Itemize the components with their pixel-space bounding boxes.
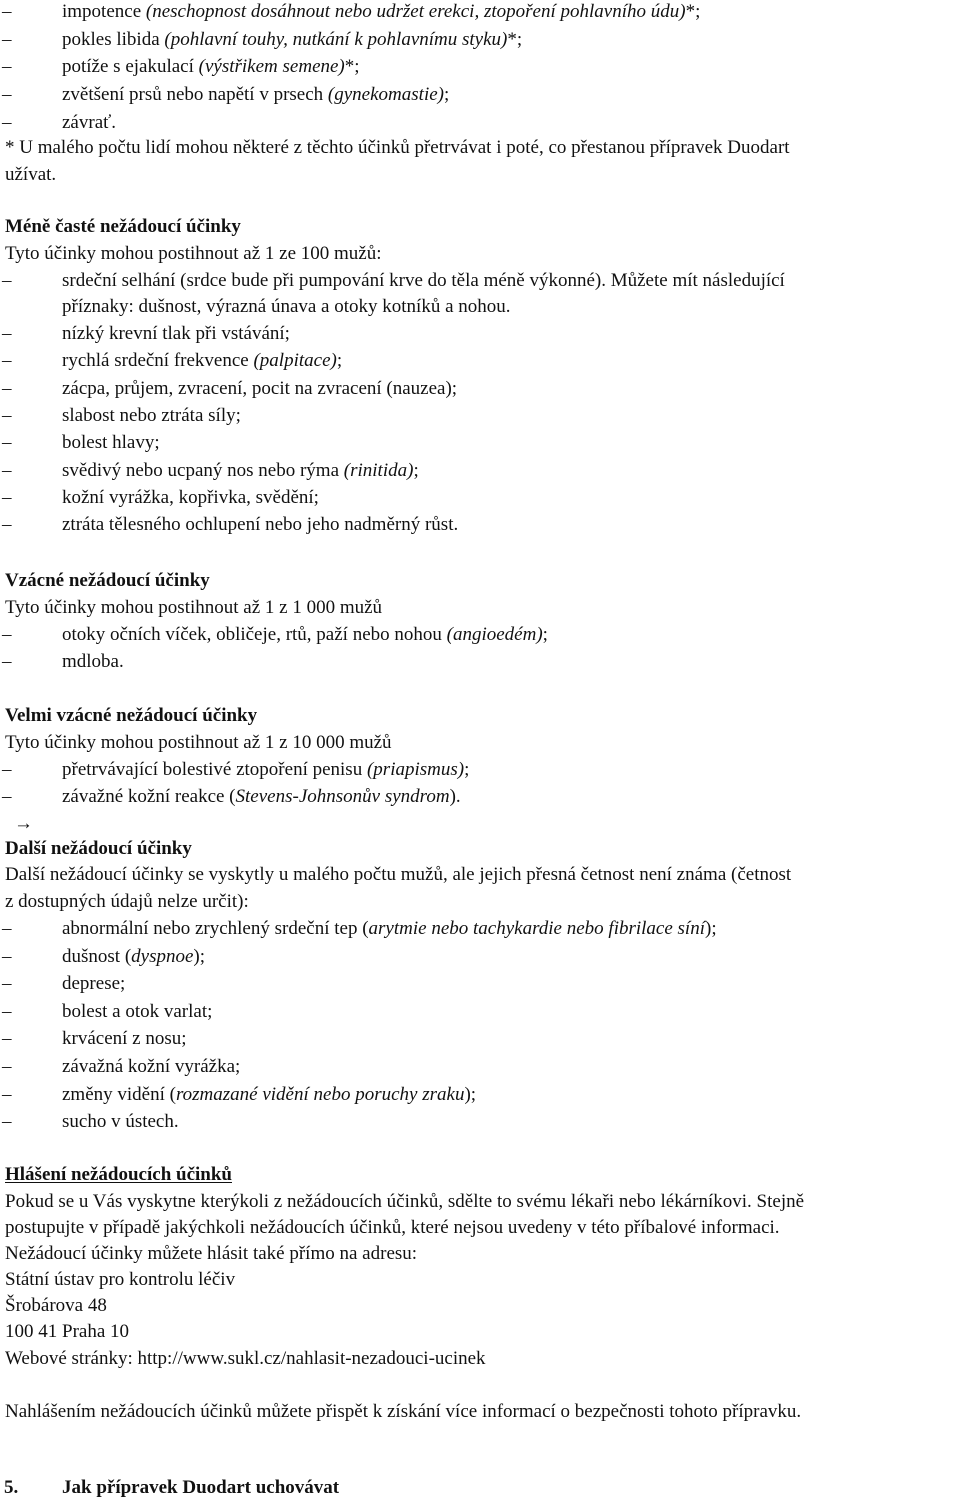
item-text: ; — [336, 350, 343, 371]
dash-bullet: – — [2, 350, 12, 371]
dash-bullet: – — [2, 1001, 12, 1022]
list-item — [62, 28, 522, 52]
uncommon-heading: Méně časté nežádoucí účinky — [5, 216, 241, 237]
list-item — [62, 1027, 187, 1051]
item-text: zvětšení prsů nebo napětí v prsech — [62, 84, 328, 105]
list-item — [62, 1110, 179, 1134]
dash-bullet: – — [2, 1056, 12, 1077]
item-text: závažné kožní reakce ( — [62, 786, 236, 807]
item-text: přetrvávající bolestivé ztopoření penisu — [62, 759, 367, 780]
italic-term: (neschopnost dosáhnout nebo udržet erekci, ztopoření pohlavního údu) — [145, 1, 686, 22]
rare-heading: Vzácné nežádoucí účinky — [5, 570, 210, 591]
item-text: impotence — [62, 1, 146, 22]
italic-term: dyspnoe — [131, 946, 194, 967]
item-text: nízký krevní tlak při vstávání; — [62, 323, 290, 344]
dash-bullet: – — [2, 323, 12, 344]
item-text: ); — [193, 946, 206, 967]
list-item — [62, 459, 419, 483]
list-item — [62, 513, 458, 537]
item-text: ; — [542, 624, 548, 645]
italic-term: arytmie nebo tachykardie nebo fibrilace síní — [368, 918, 705, 939]
item-text: ; — [464, 759, 470, 780]
italic-term: (výstřikem semene) — [198, 56, 345, 77]
italic-term: Stevens-Johnsonův syndrom — [235, 786, 450, 807]
list-item — [62, 785, 461, 809]
very-rare-heading: Velmi vzácné nežádoucí účinky — [5, 705, 258, 726]
list-item — [62, 0, 700, 24]
item-text: zácpa, průjem, zvracení, pocit na zvracení (nauzea); — [62, 378, 458, 399]
item-text: *; — [685, 1, 701, 22]
italic-term: (rinitida) — [343, 460, 414, 481]
list-item — [62, 486, 319, 510]
list-item — [62, 917, 717, 941]
list-item — [62, 349, 342, 373]
item-text: ); — [705, 918, 717, 939]
item-text: ; — [413, 460, 419, 481]
dash-bullet: – — [2, 460, 12, 481]
item-text: dušnost ( — [62, 946, 132, 967]
item-text: *; — [344, 56, 360, 77]
item-text: slabost nebo ztráta síly; — [62, 405, 241, 426]
italic-term: (palpitace) — [253, 350, 337, 371]
item-text: deprese; — [62, 973, 126, 994]
item-text: sucho v ústech. — [62, 1111, 179, 1132]
dash-bullet: – — [2, 1, 12, 22]
item-text: pokles libida — [62, 29, 165, 50]
reporting-line-2: postupujte v případě jakýchkoli nežádoucích účinků, které nejsou uvedeny v této příbalové informaci. — [5, 1217, 780, 1238]
item-text: abnormální nebo zrychlený srdeční tep ( — [62, 918, 369, 939]
very-rare-intro: Tyto účinky mohou postihnout až 1 z 10 000 mužů — [5, 732, 392, 753]
dash-bullet: – — [2, 270, 12, 291]
reporting-line-3: Nežádoucí účinky můžete hlásit také přímo na adresu: — [5, 1243, 418, 1264]
list-item — [62, 650, 124, 674]
dash-bullet: – — [2, 514, 12, 535]
list-item — [62, 1000, 212, 1024]
dash-bullet: – — [2, 1084, 12, 1105]
item-text: rychlá srdeční frekvence — [62, 350, 254, 371]
list-item — [62, 1083, 476, 1107]
italic-term: (angioedém) — [446, 624, 543, 645]
item-text: kožní vyrážka, kopřivka, svědění; — [62, 487, 319, 508]
list-item — [62, 431, 160, 455]
list-item — [62, 945, 205, 969]
dash-bullet: – — [2, 946, 12, 967]
footnote-line-1: * U malého počtu lidí mohou některé z těchto účinků přetrvávat i poté, co přestanou přípravek Duodart — [5, 137, 790, 158]
reporting-heading: Hlášení nežádoucích účinků — [5, 1164, 232, 1185]
uncommon-intro: Tyto účinky mohou postihnout až 1 ze 100 mužů: — [5, 243, 382, 264]
list-item — [62, 758, 469, 782]
item-text: *; — [507, 29, 523, 50]
list-item — [62, 111, 116, 135]
reporting-closing: Nahlášením nežádoucích účinků můžete přispět k získání více informací o bezpečnosti tohoto přípravku. — [5, 1401, 802, 1422]
dash-bullet: – — [2, 112, 12, 133]
website-line: Webové stránky: http://www.sukl.cz/nahlasit-nezadouci-ucinek — [5, 1348, 486, 1369]
footnote-line-2: užívat. — [5, 164, 57, 185]
item-text: změny vidění ( — [62, 1084, 176, 1105]
list-item — [62, 404, 241, 428]
item-text: krvácení z nosu; — [62, 1028, 187, 1049]
other-heading: Další nežádoucí účinky — [5, 838, 192, 859]
item-text: svědivý nebo ucpaný nos nebo rýma — [62, 460, 344, 481]
item-text: ; — [443, 84, 450, 105]
reporting-line-1: Pokud se u Vás vyskytne kterýkoli z nežádoucích účinků, sdělte to svému lékaři nebo lékárníkovi. Stejně — [5, 1191, 805, 1212]
dash-bullet: – — [2, 918, 12, 939]
italic-term: rozmazané vidění nebo poruchy zraku — [175, 1084, 465, 1105]
item-text: bolest a otok varlat; — [62, 1001, 213, 1022]
uncommon-first-item-line-1: srdeční selhání (srdce bude při pumpování krve do těla méně výkonné). Můžete mít následující — [62, 270, 785, 291]
arrow-right-icon: → — [14, 813, 33, 834]
dash-bullet: – — [2, 973, 12, 994]
dash-bullet: – — [2, 487, 12, 508]
address-line-3: 100 41 Praha 10 — [5, 1321, 130, 1342]
section-title: Jak přípravek Duodart uchovávat — [62, 1477, 340, 1498]
list-item — [62, 377, 457, 401]
dash-bullet: – — [2, 378, 12, 399]
list-item — [62, 1055, 240, 1079]
dash-bullet: – — [2, 432, 12, 453]
italic-term: (priapismus) — [366, 759, 465, 780]
address-line-2: Šrobárova 48 — [5, 1295, 107, 1316]
list-item — [62, 55, 360, 79]
list-item — [62, 972, 125, 996]
dash-bullet: – — [2, 84, 12, 105]
item-text: ). — [449, 786, 461, 807]
item-text: závažná kožní vyrážka; — [62, 1056, 241, 1077]
address-line-1: Státní ústav pro kontrolu léčiv — [5, 1269, 236, 1290]
section-number: 5. — [4, 1477, 19, 1498]
dash-bullet: – — [2, 651, 12, 672]
dash-bullet: – — [2, 786, 12, 807]
italic-term: (gynekomastie) — [327, 84, 444, 105]
dash-bullet: – — [2, 1028, 12, 1049]
italic-term: (pohlavní touhy, nutkání k pohlavnímu styku) — [164, 29, 508, 50]
item-text: ); — [464, 1084, 477, 1105]
item-text: ztráta tělesného ochlupení nebo jeho nadměrný růst. — [62, 514, 459, 535]
list-item — [62, 623, 548, 647]
dash-bullet: – — [2, 1111, 12, 1132]
uncommon-first-item-line-2: příznaky: dušnost, výrazná únava a otoky kotníků a nohou. — [62, 296, 511, 317]
list-item — [62, 322, 290, 346]
item-text: otoky očních víček, obličeje, rtů, paží nebo nohou — [62, 624, 447, 645]
item-text: bolest hlavy; — [62, 432, 160, 453]
dash-bullet: – — [2, 405, 12, 426]
dash-bullet: – — [2, 29, 12, 50]
dash-bullet: – — [2, 56, 12, 77]
other-intro-line-1: Další nežádoucí účinky se vyskytly u malého počtu mužů, ale jejich přesná četnost není známa (četnost — [5, 864, 792, 885]
list-item — [62, 83, 449, 107]
other-intro-line-2: z dostupných údajů nelze určit): — [5, 891, 249, 912]
item-text: mdloba. — [62, 651, 124, 672]
rare-intro: Tyto účinky mohou postihnout až 1 z 1 000 mužů — [5, 597, 383, 618]
dash-bullet: – — [2, 759, 12, 780]
item-text: závrať. — [62, 112, 116, 133]
item-text: potíže s ejakulací — [62, 56, 199, 77]
dash-bullet: – — [2, 624, 12, 645]
